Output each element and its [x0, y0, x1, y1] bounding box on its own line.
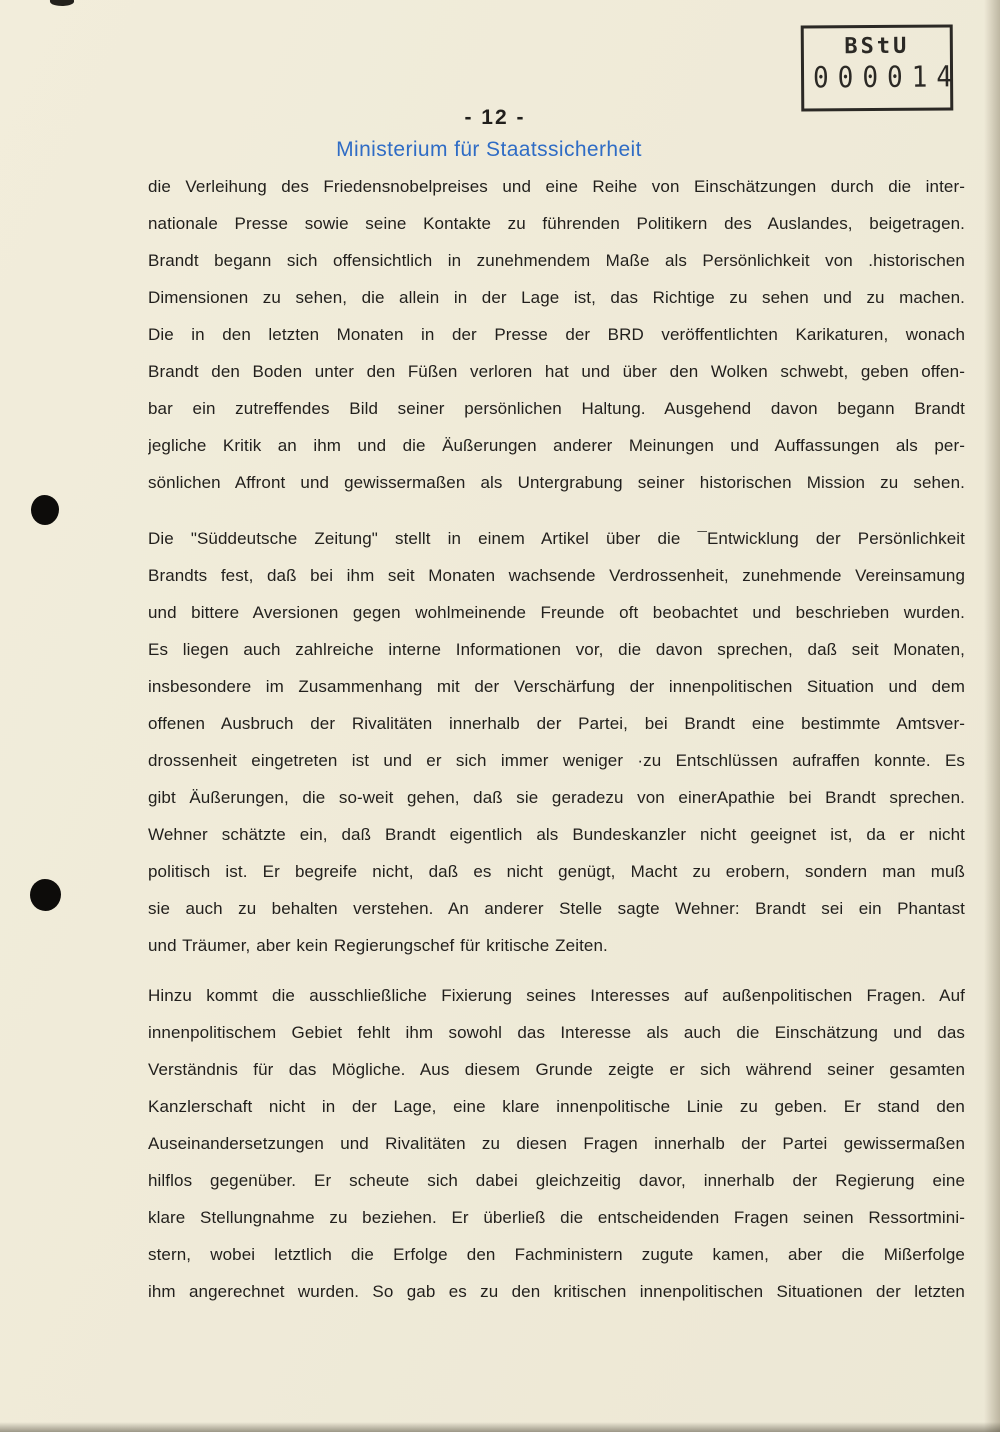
text-line: Brandt den Boden unter den Füßen verloren hat und über den Wolken schwebt, geben offen- — [148, 362, 965, 381]
text-line: innenpolitischem Gebiet fehlt ihm sowohl das Interesse als auch die Einschätzung und das — [148, 1023, 965, 1042]
text-line: gibt Äußerungen, die so-weit gehen, daß sie geradezu von einerApathie bei Brandt sprechen. — [148, 788, 965, 807]
text-line: Wehner schätzte ein, daß Brandt eigentlich als Bundeskanzler nicht geeignet ist, da er nicht — [148, 825, 965, 844]
ink-blot — [30, 879, 61, 911]
paragraph-3 — [148, 977, 965, 1310]
text-line: Kanzlerschaft nicht in der Lage, eine klare innenpolitische Linie zu geben. Er stand den — [148, 1097, 965, 1116]
text-line: offenen Ausbruch der Rivalitäten innerhalb der Partei, bei Brandt eine bestimmte Amtsver- — [148, 714, 965, 733]
scan-edge-shadow-right — [984, 0, 1000, 1432]
text-line: und bittere Aversionen gegen wohlmeinende Freunde oft beobachtet und beschrieben wurden. — [148, 603, 965, 622]
text-line: Die "Süddeutsche Zeitung" stellt in einem Artikel über die ¯Entwicklung der Persönlichkeit — [148, 529, 965, 548]
text-line: Dimensionen zu sehen, die allein in der Lage ist, das Richtige zu sehen und zu machen. — [148, 288, 965, 307]
paragraph-2 — [148, 520, 965, 964]
text-line: sönlichen Affront und gewissermaßen als Untergrabung seiner historischen Mission zu sehen. — [148, 473, 965, 492]
text-line: Die in den letzten Monaten in der Presse der BRD veröffentlichten Karikaturen, wonach — [148, 325, 965, 344]
scan-artifact-mark — [50, 0, 74, 6]
ministry-header: Ministerium für Staatssicherheit — [336, 138, 642, 161]
text-line: die Verleihung des Friedensnobelpreises und eine Reihe von Einschätzungen durch die inter- — [148, 177, 965, 196]
text-line: Verständnis für das Mögliche. Aus diesem Grunde zeigte er sich während seiner gesamten — [148, 1060, 965, 1079]
text-line: nationale Presse sowie seine Kontakte zu führenden Politikern des Auslandes, beigetragen. — [148, 214, 965, 233]
text-line: Hinzu kommt die ausschließliche Fixierung seines Interesses auf außenpolitischen Fragen. Auf — [148, 986, 965, 1005]
text-line: Brandts fest, daß bei ihm seit Monaten wachsende Verdrossenheit, zunehmende Vereinsamung — [148, 566, 965, 585]
text-line: jegliche Kritik an ihm und die Äußerungen anderer Meinungen und Auffassungen als per- — [148, 436, 965, 455]
text-line: insbesondere im Zusammenhang mit der Verschärfung der innenpolitischen Situation und dem — [148, 677, 965, 696]
text-line: politisch ist. Er begreife nicht, daß es nicht genügt, Macht zu erobern, sondern man muß — [148, 862, 965, 881]
text-line: ihm angerechnet wurden. So gab es zu den kritischen innenpolitischen Situationen der letzten — [148, 1282, 965, 1301]
ink-blot — [31, 495, 59, 525]
text-line: klare Stellungnahme zu beziehen. Er überließ die entscheidenden Fragen seinen Ressortmini- — [148, 1208, 965, 1227]
text-line: Auseinandersetzungen und Rivalitäten zu diesen Fragen innerhalb der Partei gewissermaßen — [148, 1134, 965, 1153]
page-number: - 12 - — [464, 106, 526, 129]
text-line: drossenheit eingetreten ist und er sich immer weniger ·zu Entschlüssen aufraffen konnte. Es — [148, 751, 965, 770]
stamp-serial-number: 000014 — [812, 60, 962, 96]
scan-edge-shadow-bottom — [0, 1422, 1000, 1432]
stamp-org-label: BStU — [844, 33, 910, 60]
text-line: sie auch zu behalten verstehen. An anderer Stelle sagte Wehner: Brandt sei ein Phantast — [148, 899, 965, 918]
text-line: hilflos gegenüber. Er scheute sich dabei gleichzeitig davor, innerhalb der Regierung eine — [148, 1171, 965, 1190]
text-line: bar ein zutreffendes Bild seiner persönlichen Haltung. Ausgehend davon begann Brandt — [148, 399, 965, 418]
text-line: und Träumer, aber kein Regierungschef für kritische Zeiten. — [148, 936, 608, 955]
text-line: stern, wobei letztlich die Erfolge den Fachministern zugute kamen, aber die Mißerfolge — [148, 1245, 965, 1264]
text-line: Es liegen auch zahlreiche interne Informationen vor, die davon sprechen, daß seit Monaten, — [148, 640, 965, 659]
paragraph-1 — [148, 168, 965, 501]
bstu-stamp — [801, 24, 962, 111]
text-line: Brandt begann sich offensichtlich in zunehmendem Maße als Persönlichkeit von .historischen — [148, 251, 965, 270]
